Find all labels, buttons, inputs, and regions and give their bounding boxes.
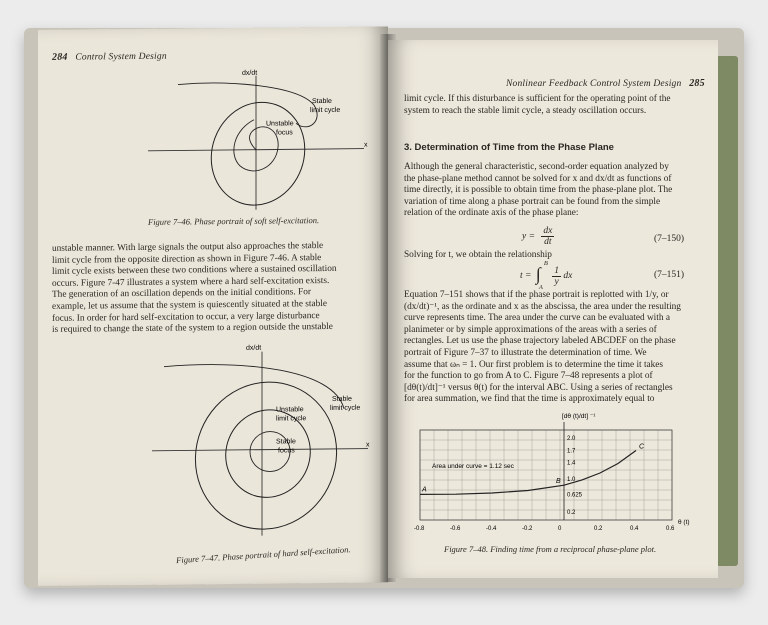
left-para-line: limit cycle from the opposite direction as shown in Figure 7-46. A stable: [52, 252, 322, 266]
left-page-number: 284: [52, 51, 68, 63]
para2-line: planimeter or by simple approximations of the areas with a series of: [404, 324, 657, 335]
right-page-number: 285: [689, 78, 705, 89]
chart-y-axis-label: [dθ (t)/dt] ⁻¹: [562, 413, 596, 420]
figure-7-47: [134, 338, 374, 541]
chart-y-tick-label: 0.2: [567, 509, 576, 516]
integral-sign: ∫: [535, 264, 541, 284]
chart-series-line: [420, 451, 636, 495]
fig2-label-focus: focus: [278, 447, 295, 455]
left-para-line: occurs. Figure 7-47 illustrates a system where a hard self-excitation exists.: [52, 275, 330, 289]
eq2-dx: dx: [563, 271, 573, 282]
right-intro: [404, 94, 706, 117]
solving-line: Solving for t, we obtain the relationship: [404, 250, 552, 260]
left-para-line: unstable manner. With large signals the output also approaches the stable: [52, 241, 324, 254]
chart-point-a: A: [422, 486, 427, 494]
right-page: [388, 40, 718, 578]
chart-x-tick-label: -0.6: [450, 526, 461, 532]
fig2-stable-limit-cycle: [173, 361, 361, 541]
eq2-number: (7–151): [654, 270, 685, 280]
fig2-label-stable-focus: Stable: [276, 438, 296, 446]
left-para-line: example, let us assume that the system is quiescently situated at the stable: [52, 298, 327, 312]
chart-x-axis-label: θ (t): [678, 519, 690, 526]
chart-y-tick-label: 1.0: [567, 477, 576, 484]
fig1-caption: Figure 7–46. Phase portrait of soft self-excitation.: [148, 215, 320, 227]
right-head-title: Nonlinear Feedback Control System Design: [506, 79, 682, 89]
left-running-head: [52, 51, 167, 63]
chart-x-tick-label: -0.8: [414, 526, 425, 532]
chart-point-b: B: [556, 478, 561, 486]
para1-line: Although the general characteristic, second-order equation analyzed by: [404, 162, 669, 172]
intro-line: system to reach the stable limit cycle, a steady oscillation occurs.: [404, 105, 647, 116]
para2-line: Equation 7–151 shows that if the phase portrait is replotted with 1/y, or: [404, 290, 669, 300]
right-para1: [404, 162, 706, 220]
chart-point-c: C: [639, 443, 645, 451]
para2-line: (dx/dt)⁻¹, as the ordinate and x as the abscissa, the area under the resulting: [404, 301, 681, 312]
right-running-head: [506, 78, 705, 89]
fig2-label-limit-cycle: limit cycle: [330, 404, 361, 412]
fig1-label-limit-cycle: limit cycle: [310, 106, 341, 115]
eq2-lower-limit: A: [538, 284, 543, 291]
fig2-unstable-limit-cycle: [213, 397, 324, 510]
chart-x-tick-label: 0.6: [666, 526, 675, 532]
figure-7-48-chart: [402, 410, 702, 540]
para2-line: for area summation, we find that the time is approximately equal to: [404, 394, 655, 405]
fig1-stable-limit-cycle: [197, 89, 319, 215]
eq2-frac-num: 1: [554, 265, 559, 276]
section-heading: 3. Determination of Time from the Phase Plane: [404, 142, 614, 153]
para2-line: portrait of Figure 7–37 to illustrate the determination of time. We: [404, 347, 647, 358]
eq1-lhs: y =: [522, 231, 536, 242]
right-para2: [404, 290, 706, 406]
para2-line: curve represents time. The area under the curve can be evaluated with a: [404, 313, 670, 324]
fig2-y-label: dx/dt: [246, 344, 262, 352]
para1-line: the phase-plane method cannot be solved for x and dx/dt as functions of: [404, 173, 672, 184]
left-para-line: focus. In order for hard self-excitation to occur, a very large disturbance: [52, 310, 320, 324]
equation-7-151: [520, 262, 572, 290]
chart-y-tick-label: 0.625: [567, 492, 583, 499]
chart-y-ticks: [564, 422, 583, 520]
para2-line: rectangles. Let us use the phase trajectory labeled ABCDEF on the phase: [404, 336, 676, 347]
fig2-x-axis: [152, 449, 368, 451]
fig2-label-unstable: Unstable: [276, 406, 304, 414]
fig1-x-label: x: [364, 141, 368, 149]
eq2-lhs: t =: [520, 271, 532, 282]
eq1-numerator: dx: [543, 226, 553, 236]
intro-line: limit cycle. If this disturbance is sufficient for the operating point of the: [404, 94, 671, 104]
fig2-x-label: x: [366, 441, 370, 449]
fig1-y-label: dx/dt: [242, 69, 258, 77]
fig1-label-unstable: Unstable: [266, 120, 294, 128]
fig2-label-unstable-lc: limit cycle: [276, 415, 307, 423]
chart-area-annotation: Area under curve = 1.12 sec: [432, 463, 514, 470]
chart-x-tick-label: 0.2: [594, 526, 603, 532]
chart-y-tick-label: 2.0: [567, 436, 576, 443]
fig2-outer-trajectory: [164, 363, 344, 410]
para1-line: variation of time along a phase portrait can be found from the simple: [404, 196, 661, 207]
fig1-label-focus: focus: [276, 129, 293, 137]
chart-x-tick-label: 0.4: [630, 526, 639, 532]
para2-line: assume that ωₙ = 1. Our first problem is to determine the time it takes: [404, 359, 664, 370]
para2-line: [dθ(t)/dt]⁻¹ versus θ(t) for the interval ABC. Using a series of rectangles: [404, 382, 673, 393]
left-head-title: Control System Design: [75, 51, 167, 63]
fig2-caption: Figure 7–47. Phase portrait of hard self-excitation.: [175, 544, 351, 566]
para1-line: relation of the ordinate axis of the phase plane:: [404, 208, 579, 219]
figure-7-46: [138, 63, 370, 215]
left-para-line: is required to change the state of the system to a region outside the unstable: [52, 322, 333, 336]
fig3-caption: Figure 7–48. Finding time from a reciprocal phase-plane plot.: [444, 544, 657, 554]
chart-x-tick-label: 0: [558, 526, 562, 532]
left-page: [38, 26, 388, 586]
equation-7-150: [522, 226, 554, 247]
para2-line: for the function to go from A to C. Figure 7–48 represents a plot of: [404, 371, 653, 382]
fig1-label-stable: Stable: [312, 97, 332, 106]
eq2-frac-den: y: [554, 276, 559, 287]
chart-y-tick-label: 1.7: [567, 448, 576, 455]
para1-line: time directly, it is possible to obtain time from the phase-plane plot. The: [404, 185, 673, 196]
chart-grid: [420, 430, 672, 520]
left-paragraph: [52, 240, 378, 336]
chart-x-ticks: [414, 526, 675, 532]
left-para-line: limit cycle exists between these two conditions where a sustained oscillation: [52, 264, 337, 278]
left-para-line: The generation of an oscillation depends on the initial conditions. For: [52, 287, 311, 301]
eq2-upper-limit: B: [543, 260, 548, 267]
fig2-label-stable: Stable: [332, 395, 352, 403]
eq1-number: (7–150): [654, 234, 685, 244]
eq1-denominator: dt: [544, 237, 552, 247]
chart-x-tick-label: -0.4: [486, 526, 497, 532]
book-back-cover-edge: [716, 56, 738, 566]
chart-y-tick-label: 1.4: [567, 460, 576, 467]
chart-x-tick-label: -0.2: [522, 526, 533, 532]
